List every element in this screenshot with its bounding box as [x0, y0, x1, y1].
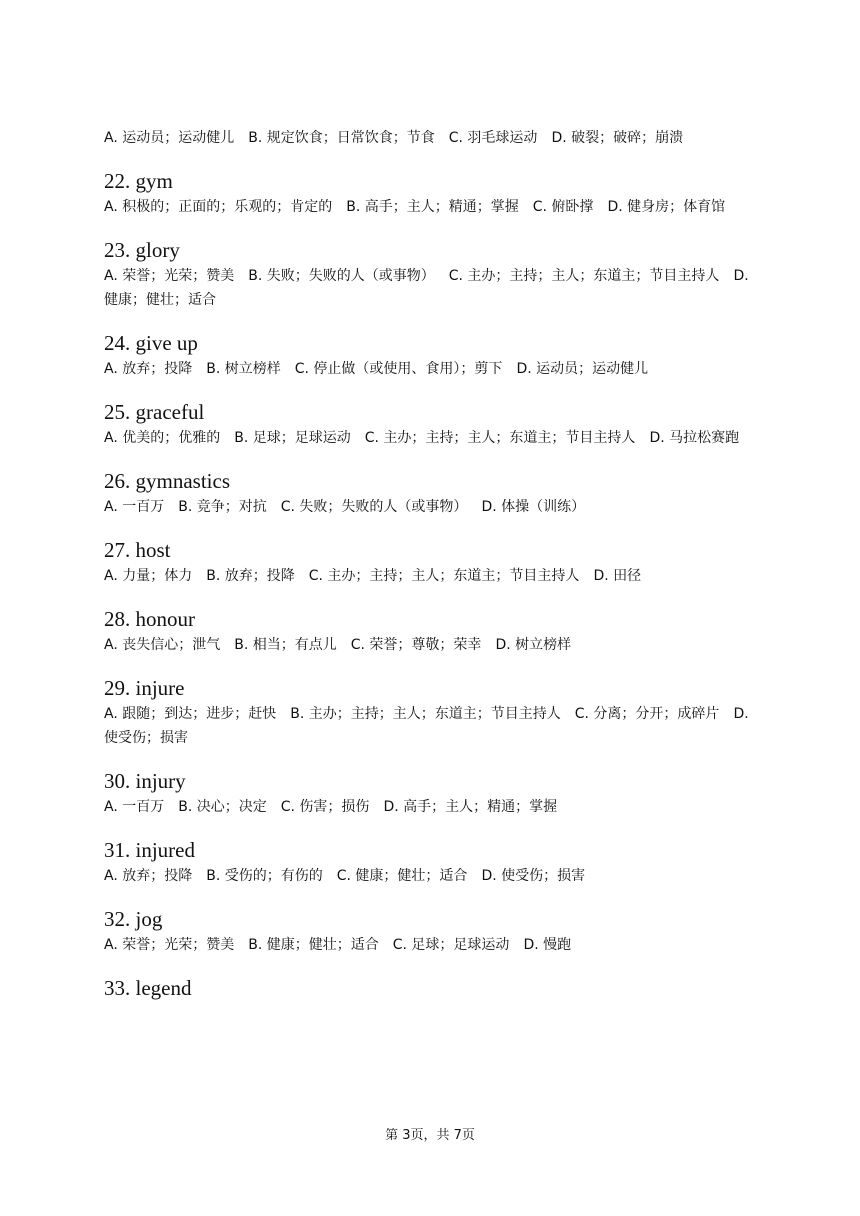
option: A. 优美的；优雅的	[104, 430, 221, 446]
option: C. 主办；主持；主人；东道主；节目主持人	[308, 568, 580, 584]
option: D. 田径	[593, 568, 642, 584]
option: B. 健康；健壮；适合	[248, 937, 379, 953]
question-title: 27. host	[104, 538, 171, 562]
option: D. 破裂；破碎；崩溃	[551, 130, 684, 146]
option: D. 使受伤；损害	[104, 706, 749, 746]
question-options	[104, 357, 754, 381]
question-22	[104, 169, 754, 219]
option: B. 高手；主人；精通；掌握	[346, 199, 519, 215]
option: A. 积极的；正面的；乐观的；肯定的	[104, 199, 333, 215]
option: A. 丧失信心；泄气	[104, 637, 221, 653]
option: D. 健康；健壮；适合	[104, 268, 749, 308]
option: D. 树立榜样	[495, 637, 572, 653]
option: A. 运动员；运动健儿	[104, 130, 235, 146]
question-options	[104, 933, 754, 957]
option: B. 受伤的；有伤的	[206, 868, 323, 884]
question-title: 25. graceful	[104, 400, 205, 424]
question-title: 30. injury	[104, 769, 186, 793]
question-32	[104, 907, 754, 957]
page-number-footer: 第 3页，共 7页	[385, 1128, 475, 1143]
question-options	[104, 426, 754, 450]
option: C. 伤害；损伤	[280, 799, 370, 815]
question-28	[104, 607, 754, 657]
option: C. 足球；足球运动	[392, 937, 510, 953]
option: D. 慢跑	[523, 937, 572, 953]
question-25	[104, 400, 754, 450]
question-options	[104, 795, 754, 819]
option: C. 健康；健壮；适合	[336, 868, 468, 884]
option: C. 主办；主持；主人；东道主；节目主持人	[364, 430, 636, 446]
question-27	[104, 538, 754, 588]
question-options	[104, 864, 754, 888]
question-title: 22. gym	[104, 169, 173, 193]
option: A. 荣誉；光荣；赞美	[104, 937, 235, 953]
option: A. 一百万	[104, 799, 165, 815]
option: C. 主办；主持；主人；东道主；节目主持人	[448, 268, 720, 284]
question-33	[104, 976, 754, 1000]
question-title: 32. jog	[104, 907, 163, 931]
continued-options	[104, 126, 754, 150]
question-23	[104, 238, 754, 312]
option: C. 荣誉；尊敬；荣幸	[350, 637, 482, 653]
option: D. 使受伤；损害	[481, 868, 586, 884]
question-30	[104, 769, 754, 819]
question-title: 33. legend	[104, 976, 192, 1000]
option: A. 放弃；投降	[104, 868, 193, 884]
question-title: 26. gymnastics	[104, 469, 230, 493]
option: D. 体操（训练）	[481, 499, 586, 515]
question-options	[104, 633, 754, 657]
option: B. 放弃；投降	[206, 568, 295, 584]
option: C. 俯卧撑	[532, 199, 594, 215]
question-title: 29. injure	[104, 676, 185, 700]
question-options	[104, 264, 754, 312]
option: B. 失败；失败的人（或事物）	[248, 268, 435, 284]
option: D. 健身房；体育馆	[607, 199, 726, 215]
question-26	[104, 469, 754, 519]
question-title: 24. give up	[104, 331, 198, 355]
option: B. 规定饮食；日常饮食；节食	[248, 130, 435, 146]
option: B. 相当；有点儿	[234, 637, 337, 653]
question-options	[104, 564, 754, 588]
option: B. 竞争；对抗	[178, 499, 267, 515]
option: A. 一百万	[104, 499, 165, 515]
question-options	[104, 195, 754, 219]
option: A. 荣誉；光荣；赞美	[104, 268, 235, 284]
question-list	[104, 126, 754, 1002]
option: C. 失败；失败的人（或事物）	[280, 499, 468, 515]
option: C. 停止做（或使用、食用）；剪下	[294, 361, 503, 377]
option: A. 跟随；到达；进步；赶快	[104, 706, 277, 722]
option: B. 主办；主持；主人；东道主；节目主持人	[290, 706, 561, 722]
question-options	[104, 702, 754, 750]
option: D. 高手；主人；精通；掌握	[383, 799, 558, 815]
option: C. 羽毛球运动	[448, 130, 538, 146]
option: D. 马拉松赛跑	[649, 430, 740, 446]
question-31	[104, 838, 754, 888]
question-title: 23. glory	[104, 238, 180, 262]
question-24	[104, 331, 754, 381]
option: B. 决心；决定	[178, 799, 267, 815]
question-title: 28. honour	[104, 607, 195, 631]
question-29	[104, 676, 754, 750]
option: A. 放弃；投降	[104, 361, 193, 377]
option: B. 树立榜样	[206, 361, 281, 377]
option: B. 足球；足球运动	[234, 430, 351, 446]
option: A. 力量；体力	[104, 568, 193, 584]
option: D. 运动员；运动健儿	[516, 361, 649, 377]
option: C. 分离；分开；成碎片	[574, 706, 720, 722]
question-options	[104, 495, 754, 519]
question-title: 31. injured	[104, 838, 195, 862]
